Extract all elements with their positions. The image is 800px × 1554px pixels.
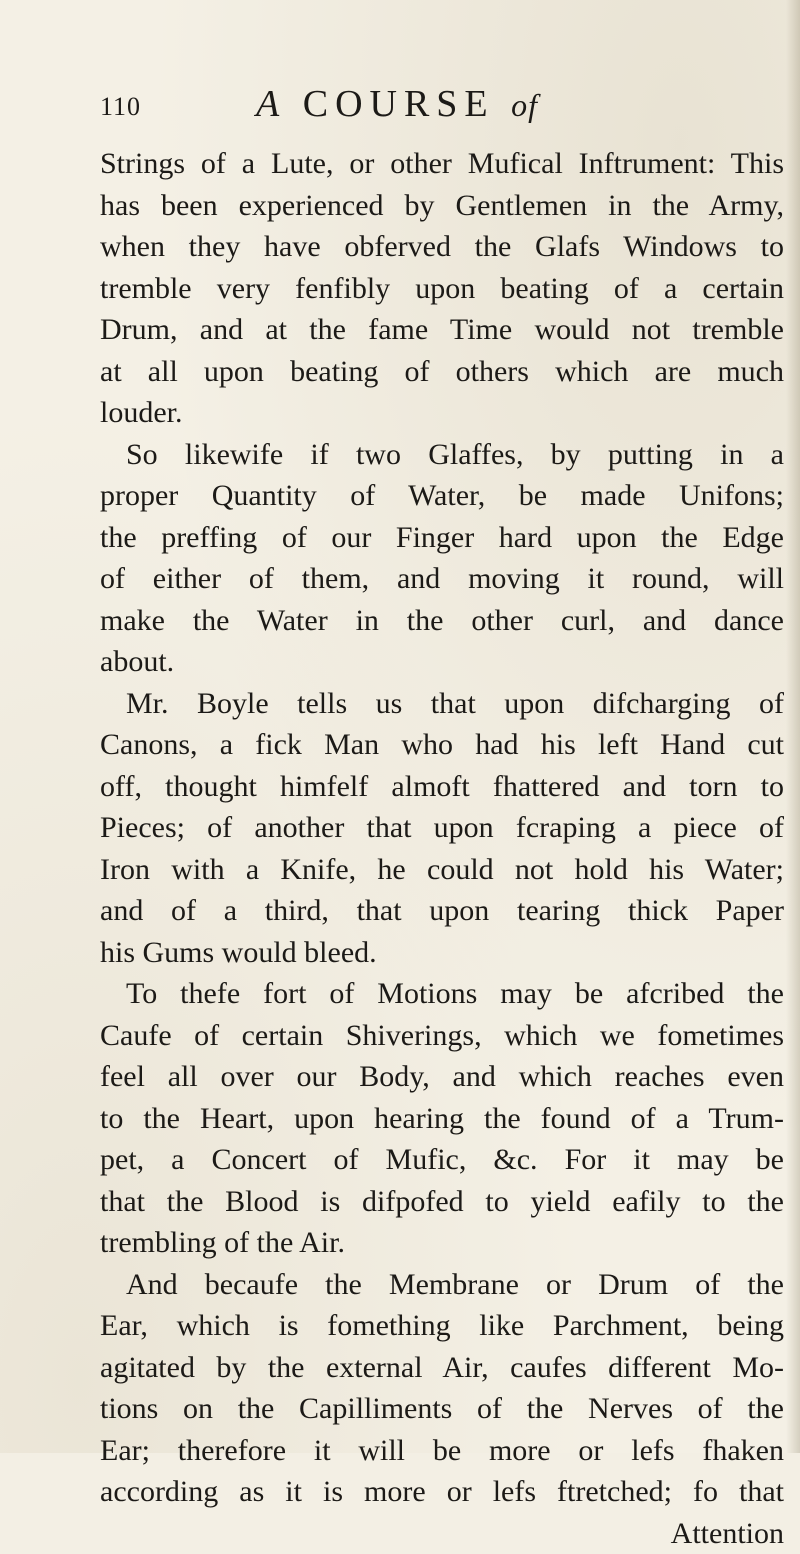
text-line-29: Ear, which is fomething like Parchment, being <box>100 1305 784 1347</box>
text-line-13: about. <box>100 641 784 683</box>
text-line-3: when they have obferved the Glafs Windows to <box>100 226 784 268</box>
text-line-1: Strings of a Lute, or other Mufical Inftrument: This <box>100 143 784 185</box>
text-line-23: feel all over our Body, and which reaches even <box>100 1056 784 1098</box>
page-header <box>100 82 740 132</box>
text-line-12: make the Water in the other curl, and dance <box>100 600 784 642</box>
text-line-19: and of a third, that upon tearing thick Paper <box>100 890 784 932</box>
running-head-course: COURSE <box>303 83 495 125</box>
text-line-14: Mr. Boyle tells us that upon difcharging of <box>100 683 784 725</box>
text-line-2: has been experienced by Gentlemen in the Army, <box>100 185 784 227</box>
page-number: 110 <box>100 92 141 122</box>
text-line-18: Iron with a Knife, he could not hold his Water; <box>100 849 784 891</box>
text-line-11: of either of them, and moving it round, will <box>100 558 784 600</box>
text-line-15: Canons, a fick Man who had his left Hand cut <box>100 724 784 766</box>
text-line-17: Pieces; of another that upon fcraping a piece of <box>100 807 784 849</box>
page-edge-shadow <box>786 0 800 1453</box>
text-line-25: pet, a Concert of Mufic, &c. For it may be <box>100 1139 784 1181</box>
text-line-27: trembling of the Air. <box>100 1222 784 1264</box>
text-line-21: To thefe fort of Motions may be afcribed the <box>100 973 784 1015</box>
running-head <box>256 82 538 126</box>
text-line-7: louder. <box>100 392 784 434</box>
text-line-10: the preffing of our Finger hard upon the Edge <box>100 517 784 559</box>
text-line-6: at all upon beating of others which are much <box>100 351 784 393</box>
text-line-26: that the Blood is difpofed to yield eafily to the <box>100 1181 784 1223</box>
text-line-22: Caufe of certain Shiverings, which we fometimes <box>100 1015 784 1057</box>
text-line-4: tremble very fenfibly upon beating of a certain <box>100 268 784 310</box>
text-line-31: tions on the Capilliments of the Nerves of the <box>100 1388 784 1430</box>
text-line-8: So likewife if two Glaffes, by putting in a <box>100 434 784 476</box>
body-text <box>100 143 784 1554</box>
running-head-a: A <box>256 83 286 125</box>
text-line-24: to the Heart, upon hearing the found of a Trum- <box>100 1098 784 1140</box>
text-line-30: agitated by the external Air, caufes different Mo- <box>100 1347 784 1389</box>
text-line-33: according as it is more or lefs ftretched; fo that <box>100 1471 784 1513</box>
text-line-28: And becaufe the Membrane or Drum of the <box>100 1264 784 1306</box>
text-line-16: off, thought himfelf almoft fhattered and torn to <box>100 766 784 808</box>
text-line-20: his Gums would bleed. <box>100 932 784 974</box>
running-head-of: of <box>511 87 538 123</box>
text-line-5: Drum, and at the fame Time would not tremble <box>100 309 784 351</box>
text-line-9: proper Quantity of Water, be made Unifons; <box>100 475 784 517</box>
text-line-32: Ear; therefore it will be more or lefs fhaken <box>100 1430 784 1472</box>
catchword: Attention <box>100 1513 784 1554</box>
